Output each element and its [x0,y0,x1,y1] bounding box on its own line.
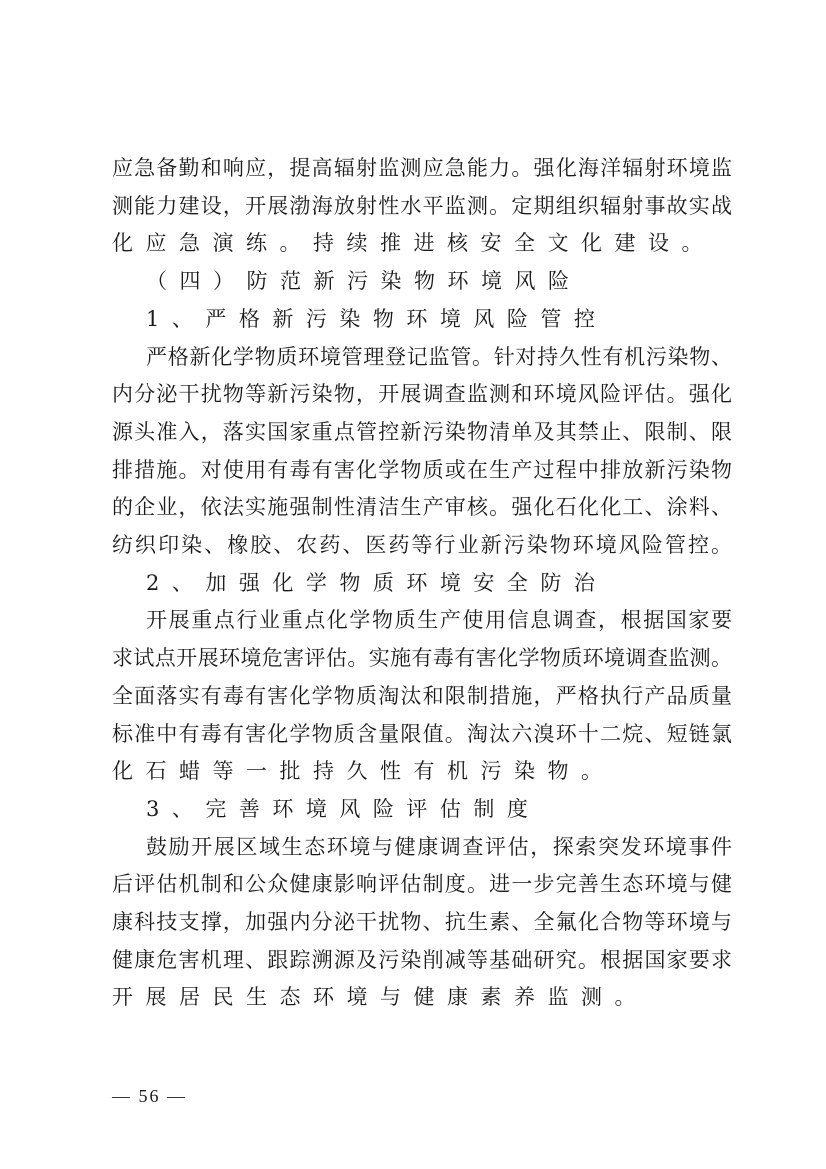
section-heading: 2、加强化学物质环境安全防治 [146,570,608,595]
paragraph-line: 全面落实有毒有害化学物质淘汰和限制措施，严格执行产品质量 [112,683,732,708]
section-heading: 3、完善环境风险评估制度 [146,796,541,821]
paragraph-line: 源头准入，落实国家重点管控新污染物清单及其禁止、限制、限 [112,419,732,444]
paragraph-line: 开展居民生态环境与健康素养监测。 [112,985,648,1010]
page-number: — 56 — [112,1086,187,1106]
paragraph-line: 化应急演练。持续推进核安全文化建设。 [112,231,715,256]
section-heading: （四）防范新污染物环境风险 [146,269,582,294]
paragraph-line: 健康危害机理、跟踪溯源及污染削减等基础研究。根据国家要求 [112,947,732,972]
paragraph-line: 后评估机制和公众健康影响评估制度。进一步完善生态环境与健 [112,872,732,897]
paragraph-line: 内分泌干扰物等新污染物，开展调查监测和环境风险评估。强化 [112,382,732,407]
paragraph-line: 康科技支撑，加强内分泌干扰物、抗生素、全氟化合物等环境与 [112,910,732,934]
paragraph-line: 排措施。对使用有毒有害化学物质或在生产过程中排放新污染物 [112,457,732,482]
paragraph-line: 严格新化学物质环境管理登记监管。针对持久性有机污染物、 [146,344,732,369]
paragraph-line: 的企业，依法实施强制性清洁生产审核。强化石化化工、涂料、 [112,495,732,520]
paragraph-line: 标准中有毒有害化学物质含量限值。淘汰六溴环十二烷、短链氯 [112,721,732,746]
paragraph-line: 应急备勤和响应，提高辐射监测应急能力。强化海洋辐射环境监 [112,156,732,180]
paragraph-line: 鼓励开展区域生态环境与健康调查评估，探索突发环境事件 [146,834,732,859]
paragraph-line: 开展重点行业重点化学物质生产使用信息调查，根据国家要 [146,608,732,633]
paragraph-line: 求试点开展环境危害评估。实施有毒有害化学物质环境调查监测。 [112,646,732,671]
paragraph-line: 化石蜡等一批持久性有机污染物。 [112,759,615,784]
paragraph-line: 测能力建设，开展渤海放射性水平监测。定期组织辐射事故实战 [112,193,732,218]
paragraph-line: 纺织印染、橡胶、农药、医药等行业新污染物环境风险管控。 [112,533,732,557]
section-heading: 1、严格新污染物环境风险管控 [146,306,608,331]
